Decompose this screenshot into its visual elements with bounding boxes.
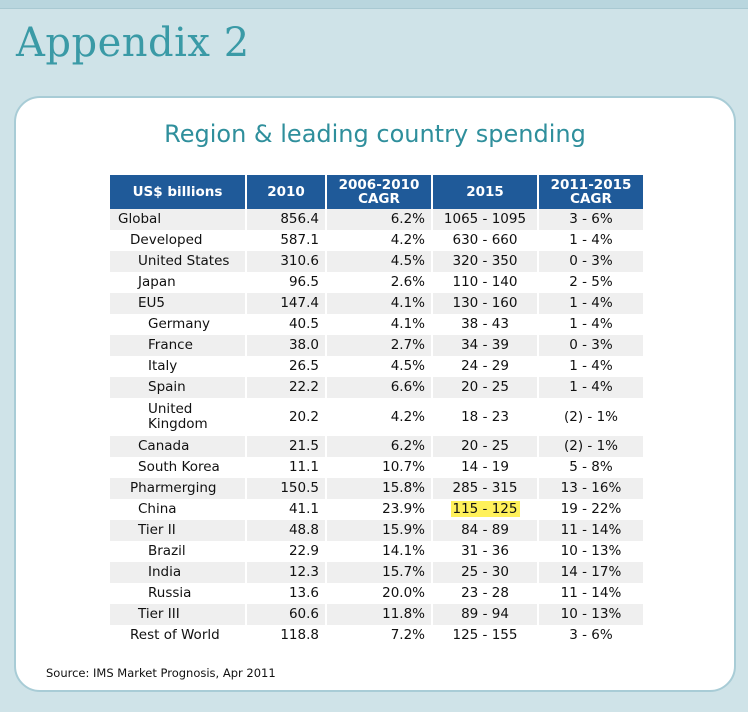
table-row bbox=[110, 335, 643, 356]
cell-cagr-2011-2015: 1 - 4% bbox=[538, 356, 643, 377]
cell-2015: 38 - 43 bbox=[432, 314, 538, 335]
table-row bbox=[110, 604, 643, 625]
cell-2015: 630 - 660 bbox=[432, 230, 538, 251]
cell-cagr-2011-2015: 19 - 22% bbox=[538, 499, 643, 520]
table-row bbox=[110, 499, 643, 520]
content-panel bbox=[14, 96, 736, 692]
table-row bbox=[110, 583, 643, 604]
cell-2010: 40.5 bbox=[246, 314, 326, 335]
table-row bbox=[110, 377, 643, 398]
cell-cagr-2011-2015: (2) - 1% bbox=[538, 398, 643, 436]
table-body bbox=[110, 209, 643, 646]
header-cagr-2011-2015 bbox=[538, 175, 643, 209]
cell-cagr-2006-2010: 15.8% bbox=[326, 478, 432, 499]
cell-cagr-2006-2010: 4.2% bbox=[326, 230, 432, 251]
cell-cagr-2011-2015: (2) - 1% bbox=[538, 436, 643, 457]
cell-2010: 60.6 bbox=[246, 604, 326, 625]
header-region: US$ billions bbox=[110, 175, 246, 209]
cell-cagr-2006-2010: 6.2% bbox=[326, 436, 432, 457]
cell-2015 bbox=[432, 499, 538, 520]
cell-2010: 26.5 bbox=[246, 356, 326, 377]
row-label: Russia bbox=[110, 583, 246, 604]
cell-cagr-2011-2015: 10 - 13% bbox=[538, 541, 643, 562]
cell-cagr-2011-2015: 11 - 14% bbox=[538, 583, 643, 604]
table-row bbox=[110, 436, 643, 457]
header-cagr-2011-2015-years: 2011-2015 bbox=[550, 177, 632, 193]
row-label: France bbox=[110, 335, 246, 356]
header-2015: 2015 bbox=[432, 175, 538, 209]
row-label: Germany bbox=[110, 314, 246, 335]
cell-2010: 13.6 bbox=[246, 583, 326, 604]
row-label: United Kingdom bbox=[110, 398, 246, 436]
source-note: Source: IMS Market Prognosis, Apr 2011 bbox=[46, 666, 276, 680]
cell-cagr-2011-2015: 13 - 16% bbox=[538, 478, 643, 499]
header-cagr-2006-2010-years: 2006-2010 bbox=[338, 177, 420, 193]
row-label: Italy bbox=[110, 356, 246, 377]
cell-cagr-2011-2015: 3 - 6% bbox=[538, 209, 643, 230]
cell-cagr-2006-2010: 4.1% bbox=[326, 314, 432, 335]
cell-cagr-2006-2010: 20.0% bbox=[326, 583, 432, 604]
row-label: Tier II bbox=[110, 520, 246, 541]
table-row bbox=[110, 293, 643, 314]
cell-cagr-2011-2015: 1 - 4% bbox=[538, 314, 643, 335]
cell-2015: 285 - 315 bbox=[432, 478, 538, 499]
cell-cagr-2011-2015: 5 - 8% bbox=[538, 457, 643, 478]
cell-2010: 12.3 bbox=[246, 562, 326, 583]
row-label: Global bbox=[110, 209, 246, 230]
table-row bbox=[110, 478, 643, 499]
cell-2010: 11.1 bbox=[246, 457, 326, 478]
page-heading: Appendix 2 bbox=[16, 20, 250, 66]
cell-2010: 22.2 bbox=[246, 377, 326, 398]
cell-2015: 31 - 36 bbox=[432, 541, 538, 562]
cell-2015: 1065 - 1095 bbox=[432, 209, 538, 230]
header-cagr-2011-2015-label: CAGR bbox=[570, 191, 612, 207]
row-label: Canada bbox=[110, 436, 246, 457]
cell-cagr-2006-2010: 7.2% bbox=[326, 625, 432, 646]
spending-table bbox=[110, 175, 643, 646]
table-header-row bbox=[110, 175, 643, 209]
table-row bbox=[110, 314, 643, 335]
cell-2015: 320 - 350 bbox=[432, 251, 538, 272]
cell-cagr-2006-2010: 15.7% bbox=[326, 562, 432, 583]
header-2010: 2010 bbox=[246, 175, 326, 209]
cell-cagr-2006-2010: 23.9% bbox=[326, 499, 432, 520]
table-row bbox=[110, 272, 643, 293]
cell-2010: 38.0 bbox=[246, 335, 326, 356]
row-label: Pharmerging bbox=[110, 478, 246, 499]
cell-2015: 130 - 160 bbox=[432, 293, 538, 314]
row-label: India bbox=[110, 562, 246, 583]
cell-cagr-2011-2015: 3 - 6% bbox=[538, 625, 643, 646]
cell-2015: 89 - 94 bbox=[432, 604, 538, 625]
cell-2010: 118.8 bbox=[246, 625, 326, 646]
table-row bbox=[110, 356, 643, 377]
cell-2010: 20.2 bbox=[246, 398, 326, 436]
highlighted-value: 115 - 125 bbox=[452, 501, 518, 517]
cell-2015: 14 - 19 bbox=[432, 457, 538, 478]
cell-cagr-2006-2010: 14.1% bbox=[326, 541, 432, 562]
row-label: Tier III bbox=[110, 604, 246, 625]
cell-cagr-2006-2010: 15.9% bbox=[326, 520, 432, 541]
row-label: Developed bbox=[110, 230, 246, 251]
header-cagr-2006-2010 bbox=[326, 175, 432, 209]
table-row bbox=[110, 625, 643, 646]
cell-cagr-2011-2015: 11 - 14% bbox=[538, 520, 643, 541]
cell-cagr-2011-2015: 1 - 4% bbox=[538, 230, 643, 251]
table-row bbox=[110, 520, 643, 541]
cell-cagr-2011-2015: 0 - 3% bbox=[538, 251, 643, 272]
cell-2015: 110 - 140 bbox=[432, 272, 538, 293]
cell-cagr-2006-2010: 4.5% bbox=[326, 251, 432, 272]
cell-2015: 20 - 25 bbox=[432, 377, 538, 398]
cell-2015: 20 - 25 bbox=[432, 436, 538, 457]
cell-cagr-2006-2010: 10.7% bbox=[326, 457, 432, 478]
cell-2015: 23 - 28 bbox=[432, 583, 538, 604]
cell-cagr-2006-2010: 2.7% bbox=[326, 335, 432, 356]
row-label: Rest of World bbox=[110, 625, 246, 646]
table-row bbox=[110, 251, 643, 272]
cell-2010: 147.4 bbox=[246, 293, 326, 314]
panel-title: Region & leading country spending bbox=[164, 120, 586, 148]
table-row bbox=[110, 230, 643, 251]
cell-cagr-2011-2015: 10 - 13% bbox=[538, 604, 643, 625]
cell-cagr-2006-2010: 2.6% bbox=[326, 272, 432, 293]
row-label: United States bbox=[110, 251, 246, 272]
cell-2015: 125 - 155 bbox=[432, 625, 538, 646]
header-cagr-2006-2010-label: CAGR bbox=[358, 191, 400, 207]
row-label: Japan bbox=[110, 272, 246, 293]
cell-2015: 25 - 30 bbox=[432, 562, 538, 583]
cell-2015: 18 - 23 bbox=[432, 398, 538, 436]
row-label: Brazil bbox=[110, 541, 246, 562]
cell-cagr-2011-2015: 14 - 17% bbox=[538, 562, 643, 583]
row-label: Spain bbox=[110, 377, 246, 398]
cell-cagr-2011-2015: 1 - 4% bbox=[538, 377, 643, 398]
cell-2010: 310.6 bbox=[246, 251, 326, 272]
row-label: EU5 bbox=[110, 293, 246, 314]
cell-2010: 96.5 bbox=[246, 272, 326, 293]
cell-cagr-2011-2015: 1 - 4% bbox=[538, 293, 643, 314]
table-row bbox=[110, 457, 643, 478]
table-row bbox=[110, 541, 643, 562]
cell-cagr-2006-2010: 4.2% bbox=[326, 398, 432, 436]
cell-2015: 24 - 29 bbox=[432, 356, 538, 377]
top-strip bbox=[0, 0, 748, 9]
table-row bbox=[110, 209, 643, 230]
cell-cagr-2006-2010: 4.1% bbox=[326, 293, 432, 314]
cell-cagr-2011-2015: 2 - 5% bbox=[538, 272, 643, 293]
cell-2010: 21.5 bbox=[246, 436, 326, 457]
row-label: China bbox=[110, 499, 246, 520]
cell-2010: 48.8 bbox=[246, 520, 326, 541]
cell-cagr-2006-2010: 11.8% bbox=[326, 604, 432, 625]
cell-2010: 150.5 bbox=[246, 478, 326, 499]
cell-cagr-2006-2010: 4.5% bbox=[326, 356, 432, 377]
row-label: South Korea bbox=[110, 457, 246, 478]
cell-cagr-2011-2015: 0 - 3% bbox=[538, 335, 643, 356]
cell-2010: 587.1 bbox=[246, 230, 326, 251]
cell-cagr-2006-2010: 6.2% bbox=[326, 209, 432, 230]
cell-2010: 41.1 bbox=[246, 499, 326, 520]
cell-2010: 22.9 bbox=[246, 541, 326, 562]
cell-2010: 856.4 bbox=[246, 209, 326, 230]
table-row bbox=[110, 562, 643, 583]
cell-cagr-2006-2010: 6.6% bbox=[326, 377, 432, 398]
table-row bbox=[110, 398, 643, 436]
cell-2015: 84 - 89 bbox=[432, 520, 538, 541]
cell-2015: 34 - 39 bbox=[432, 335, 538, 356]
